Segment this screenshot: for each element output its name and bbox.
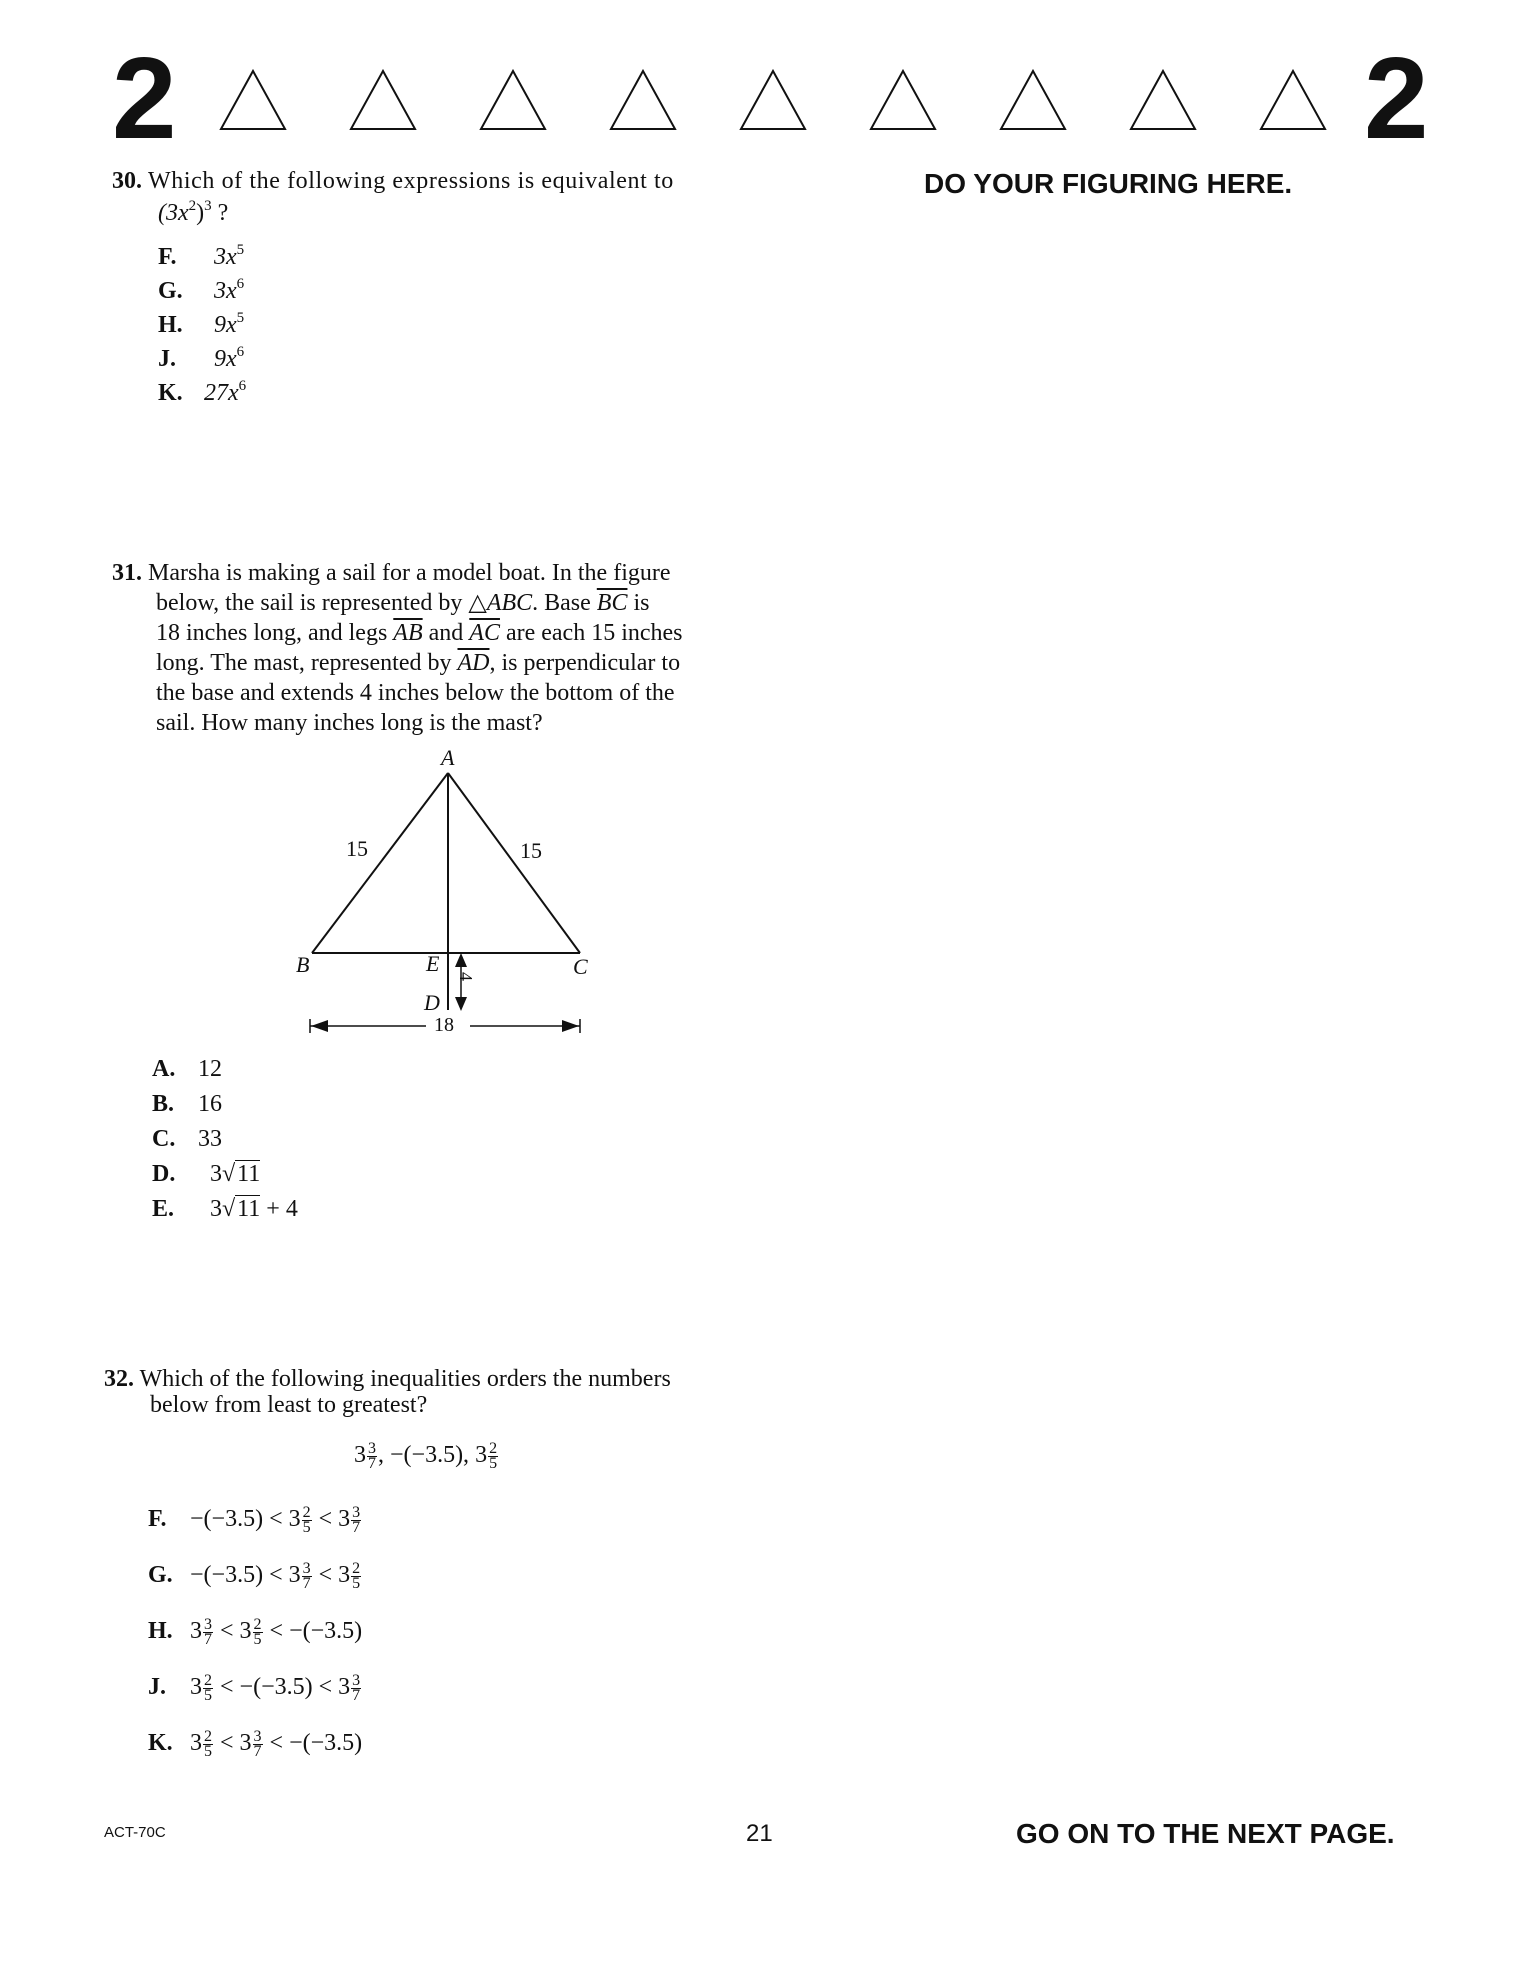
vertex-b-label: B: [296, 952, 310, 977]
expr-close: ): [196, 200, 205, 226]
question-31: [112, 558, 762, 738]
question-text: below, the sail is represented by △: [156, 590, 487, 616]
question-31-line: the base and extends 4 inches below the bottom of the: [156, 680, 675, 706]
triangle-icon: [1128, 68, 1198, 132]
choice-exponent: 6: [236, 344, 245, 360]
triangle-icon: [608, 68, 678, 132]
base-length: 18: [434, 1014, 454, 1036]
expr-base: (3x: [158, 200, 189, 226]
triangle-icon: [218, 68, 288, 132]
fraction: $\frac{2}{5}$: [302, 1503, 311, 1536]
extension-length: 4: [456, 972, 476, 981]
question-text: long. The mast, represented by: [156, 650, 458, 676]
choice-exponent: 6: [238, 378, 247, 394]
answer-choice[interactable]: [152, 1122, 222, 1156]
mixed-whole: 3: [338, 1506, 351, 1532]
fraction: $\frac{3}{7}$: [352, 1503, 361, 1536]
choice-letter: F.: [158, 244, 177, 270]
triangle-icon: [738, 68, 808, 132]
neg-term: −(−3.5): [190, 1562, 264, 1588]
question-32: [104, 1366, 764, 1418]
choice-coefficient: 3: [210, 1196, 222, 1222]
mixed-whole: 3: [354, 1442, 366, 1468]
segment-label: $\overline{AB}$: [393, 620, 423, 646]
mixed-whole: 3: [338, 1562, 351, 1588]
neg-term: −(−3.5): [289, 1730, 363, 1756]
arrowhead-down-icon: [455, 997, 467, 1011]
answer-choice[interactable]: [158, 342, 244, 376]
triangle-icon: [998, 68, 1068, 132]
choice-value: 33: [198, 1126, 222, 1152]
mixed-whole: 3: [190, 1618, 202, 1644]
question-31-line: [112, 618, 762, 648]
question-31-line: sail. How many inches long is the mast?: [156, 710, 543, 736]
question-text: Marsha is making a sail for a model boat. In the figure: [148, 560, 671, 586]
answer-choice[interactable]: [152, 1052, 222, 1086]
question-text: ABC: [486, 590, 533, 616]
fraction: $\frac{2}{5}$: [204, 1671, 212, 1704]
question-text: 18 inches long, and legs: [156, 620, 394, 646]
question-31-line: [112, 558, 762, 588]
less-than: <: [214, 1674, 240, 1700]
numbers-to-order: [354, 1440, 499, 1471]
mixed-whole: 3: [288, 1562, 301, 1588]
answer-choice[interactable]: [148, 1558, 362, 1592]
less-than: <: [312, 1562, 339, 1588]
neg-term: −(−3.5): [289, 1618, 363, 1644]
choice-value: 16: [198, 1091, 222, 1117]
question-text: and: [422, 620, 470, 646]
choice-radicand: 11: [237, 1161, 261, 1187]
fraction: $\frac{2}{5}$: [253, 1615, 262, 1648]
number-separator: , −(−3.5),: [378, 1442, 476, 1468]
choice-tail: + 4: [260, 1196, 298, 1222]
choice-coefficient: 3: [210, 1161, 222, 1187]
expr-inner-exp: 2: [188, 198, 197, 214]
choice-letter: K.: [148, 1730, 173, 1756]
mixed-whole: 3: [190, 1730, 202, 1756]
answer-choice[interactable]: [148, 1502, 362, 1536]
arrowhead-left-icon: [311, 1020, 328, 1032]
triangle-icon: [478, 68, 548, 132]
answer-choice[interactable]: [148, 1670, 362, 1704]
choice-letter: H.: [158, 312, 183, 338]
question-text: are each 15 inches: [499, 620, 683, 646]
page-number: 21: [746, 1820, 773, 1847]
question-stem: Which of the following expressions is equivalent to: [148, 168, 674, 194]
answer-choice[interactable]: [152, 1087, 222, 1121]
less-than: <: [263, 1730, 290, 1756]
choice-exponent: 6: [236, 276, 245, 292]
question-31-line: [112, 588, 762, 618]
form-code: ACT-70C: [104, 1824, 166, 1841]
neg-term: −(−3.5): [190, 1506, 264, 1532]
triangle-icon: [1258, 68, 1328, 132]
triangle-icon: [868, 68, 938, 132]
mixed-whole: 3: [239, 1618, 252, 1644]
triangle-icon: [348, 68, 418, 132]
choice-exponent: 5: [236, 242, 245, 258]
answer-choice[interactable]: [148, 1614, 362, 1648]
mixed-whole: 3: [338, 1674, 351, 1700]
fraction: $\frac{2}{5}$: [352, 1559, 361, 1592]
figuring-note: DO YOUR FIGURING HERE.: [924, 168, 1293, 199]
arrowhead-up-icon: [455, 953, 467, 967]
fraction: $\frac{3}{7}$: [302, 1559, 311, 1592]
answer-choice[interactable]: D. 3√11: [152, 1157, 260, 1191]
question-text: , is perpendicular to: [489, 650, 681, 676]
less-than: <: [214, 1730, 240, 1756]
choice-radicand: 11: [237, 1196, 261, 1222]
fraction: $\frac{3}{7}$: [368, 1439, 376, 1472]
choice-letter: J.: [148, 1674, 166, 1700]
answer-choice[interactable]: [158, 308, 244, 342]
question-text: is: [627, 590, 650, 616]
expr-outer-exp: 3: [204, 198, 212, 214]
less-than: <: [312, 1674, 339, 1700]
expr-tail: ?: [211, 200, 229, 226]
question-32-line: below from least to greatest?: [150, 1392, 428, 1418]
choice-letter: K.: [158, 380, 183, 406]
choice-letter: J.: [158, 346, 176, 372]
choice-letter: G.: [158, 278, 183, 304]
fraction: $\frac{2}{5}$: [204, 1727, 212, 1760]
choice-letter: H.: [148, 1618, 173, 1644]
less-than: <: [312, 1506, 339, 1532]
answer-choice[interactable]: [148, 1726, 362, 1760]
question-number: 30.: [112, 168, 142, 194]
choice-letter: G.: [148, 1562, 173, 1588]
choice-letter: E.: [152, 1196, 175, 1222]
choice-letter: D.: [152, 1161, 176, 1187]
point-d-label: D: [424, 990, 440, 1015]
less-than: <: [263, 1562, 289, 1588]
answer-choice[interactable]: [158, 240, 244, 274]
choice-letter: C.: [152, 1126, 176, 1152]
less-than: <: [263, 1506, 289, 1532]
fraction: $\frac{2}{5}$: [489, 1439, 498, 1472]
choice-value: 3x: [214, 244, 237, 270]
vertex-a-label: A: [441, 745, 455, 770]
mixed-whole: 3: [475, 1442, 488, 1468]
question-30: [112, 166, 762, 196]
fraction: $\frac{3}{7}$: [253, 1727, 262, 1760]
leg-ab: [312, 773, 448, 953]
mixed-whole: 3: [239, 1730, 252, 1756]
vertex-c-label: C: [573, 954, 588, 979]
question-number: 32.: [104, 1366, 134, 1392]
less-than: <: [263, 1618, 290, 1644]
section-number-right: 2: [1364, 33, 1429, 163]
question-32-line: [104, 1366, 764, 1392]
answer-choice[interactable]: E. 3√11 + 4: [152, 1192, 298, 1226]
mixed-whole: 3: [288, 1506, 301, 1532]
question-30-expression: [158, 198, 228, 228]
next-page-note: GO ON TO THE NEXT PAGE.: [1016, 1818, 1395, 1849]
answer-choice[interactable]: [158, 274, 244, 308]
sail-triangle-figure: [290, 745, 610, 1045]
question-text: Which of the following inequalities orders the numbers: [139, 1366, 671, 1392]
segment-label: $\overline{AC}$: [469, 620, 500, 646]
question-text: . Base: [532, 590, 597, 616]
choice-exponent: 5: [236, 310, 245, 326]
choice-letter: F.: [148, 1506, 167, 1532]
arrowhead-right-icon: [562, 1020, 579, 1032]
section-number-left: 2: [112, 33, 177, 163]
question-31-line: [112, 648, 762, 678]
neg-term: −(−3.5): [239, 1674, 313, 1700]
segment-label: $\overline{AD}$: [457, 650, 490, 676]
fraction: $\frac{3}{7}$: [204, 1615, 212, 1648]
choice-letter: A.: [152, 1056, 176, 1082]
choice-value: 12: [198, 1056, 222, 1082]
choice-value: 27x: [204, 380, 239, 406]
answer-choice[interactable]: [158, 376, 246, 410]
leg-ac: [448, 773, 580, 953]
question-number: 31.: [112, 560, 142, 586]
segment-label: $\overline{BC}$: [596, 590, 628, 616]
less-than: <: [214, 1618, 240, 1644]
mixed-whole: 3: [190, 1674, 202, 1700]
fraction: $\frac{3}{7}$: [352, 1671, 361, 1704]
choice-value: 9x: [214, 346, 237, 372]
choice-value: 9x: [214, 312, 237, 338]
leg-ac-length: 15: [520, 838, 542, 863]
choice-value: 3x: [214, 278, 237, 304]
point-e-label: E: [426, 951, 440, 976]
choice-letter: B.: [152, 1091, 175, 1117]
leg-ab-length: 15: [346, 836, 368, 861]
